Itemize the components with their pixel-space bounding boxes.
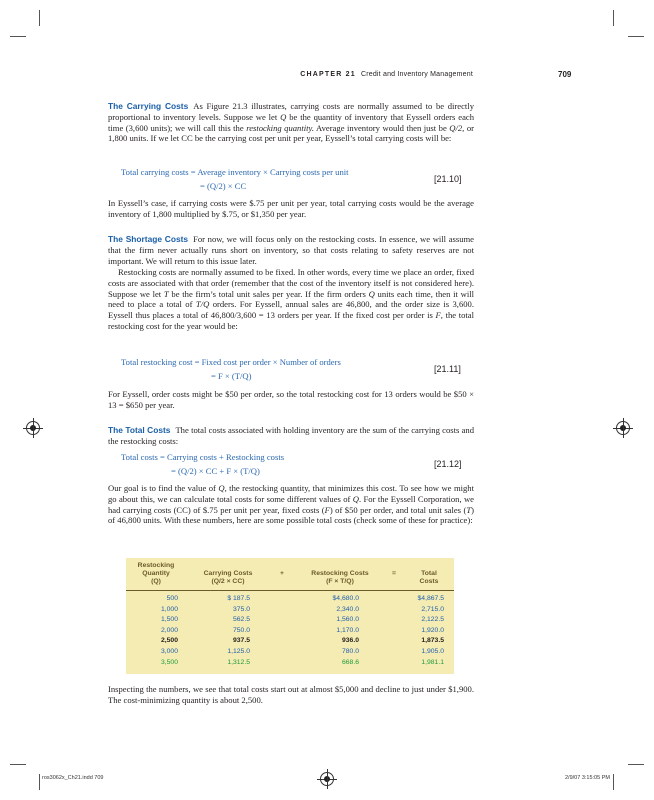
carrying-cost-cell: $ 187.5: [227, 595, 250, 602]
equation-total-line2: = (Q/2) × CC + F × (T/Q): [171, 466, 260, 476]
shortage-costs-paragraph: The Shortage Costs For now, we will focus only on the restocking costs. In essence, we will assume that the firm never actually runs short on inventory, so that costs relating to safety reserves are not important. We will return to this issue later.: [108, 234, 474, 266]
crop-mark: [613, 10, 614, 26]
total-cost-cell: 1,920.0: [421, 626, 444, 634]
column-header-carrying: Carrying Costs (Q/2 × CC): [203, 570, 253, 586]
column-header-quantity: Restocking Quantity (Q): [137, 562, 175, 586]
total-cost-cell: 1,873.5: [421, 637, 444, 645]
running-head: [108, 71, 473, 78]
total-cost-cell: $4,867.5: [417, 595, 444, 602]
equals-sign: =: [392, 570, 396, 577]
plus-sign: +: [280, 570, 284, 577]
restocking-cost-cell: 1,170.0: [336, 626, 359, 634]
registration-mark-icon: [616, 421, 630, 435]
carrying-cost-cell: 1,125.0: [227, 648, 250, 655]
quantity-cell: 1,000: [160, 605, 178, 613]
column-header-total: Total Costs: [419, 570, 439, 586]
chapter-label: CHAPTER 21: [300, 71, 356, 78]
equation-restocking-line2: = F × (T/Q): [211, 371, 252, 381]
total-costs-paragraph: The Total Costs The total costs associated with holding inventory are the sum of the carrying costs and the restocking costs:: [108, 425, 474, 446]
carrying-costs-heading: The Carrying Costs: [108, 101, 189, 111]
carrying-cost-cell: 750.0: [232, 626, 250, 634]
equation-carrying-line2: = (Q/2) × CC: [200, 181, 247, 191]
quantity-cell: 3,000: [160, 648, 178, 655]
restocking-cost-cell: 780.0: [341, 648, 359, 655]
registration-mark-icon: [320, 772, 334, 786]
crop-mark: [628, 36, 644, 37]
total-cost-cell: 2,715.0: [421, 605, 444, 613]
equation-total-line1: Total costs = Carrying costs + Restocking costs: [121, 452, 285, 462]
page-number: 709: [558, 70, 572, 79]
carrying-cost-cell: 375.0: [232, 605, 250, 613]
total-cost-cell: 1,905.0: [421, 648, 444, 655]
restocking-cost-cell: 2,340.0: [336, 605, 359, 613]
restocking-cost-cell: 1,560.0: [336, 616, 359, 624]
shortage-costs-heading: The Shortage Costs: [108, 234, 189, 244]
quantity-cell: 2,000: [160, 626, 178, 634]
carrying-cost-cell: 562.5: [232, 616, 250, 624]
crop-mark: [613, 774, 614, 790]
crop-mark: [10, 764, 26, 765]
equation-number: [21.11]: [434, 364, 461, 374]
crop-mark: [39, 10, 40, 26]
carrying-costs-paragraph: The Carrying Costs As Figure 21.3 illustrates, carrying costs are normally assumed to be directly proportional to inventory levels. Suppose we let Q be the quantity of inventory that Eyssell orders each time (3,600 units); we will call this the restocking quantity. Average inventory would then just be Q/2, or 1,800 units. If we let CC be the carrying cost per unit per year, Eyssell’s total carrying costs will be:: [108, 101, 474, 144]
quantity-cell: 2,500: [160, 637, 178, 645]
crop-mark: [39, 774, 40, 790]
date-slug: 2/9/07 3:15:05 PM: [565, 775, 610, 781]
column-header-restocking: Restocking Costs (F × T/Q): [311, 570, 369, 586]
equation-restocking-line1: Total restocking cost = Fixed cost per order × Number of orders: [121, 357, 341, 367]
file-slug: ros3062x_Ch21.indd 709: [42, 775, 104, 781]
total-cost-table: [126, 558, 454, 674]
equation-number: [21.10]: [434, 174, 462, 184]
total-cost-cell: 2,122.5: [421, 616, 444, 624]
quantity-cell: 3,500: [160, 658, 178, 666]
carrying-costs-example: In Eyssell’s case, if carrying costs were $.75 per unit per year, total carrying costs would be the average inventory of 1,800 multiplied by $.75, or $1,350 per year.: [108, 198, 474, 219]
restocking-costs-example: For Eyssell, order costs might be $50 per order, so the total restocking cost for 13 orders would be $50 × 13 = $650 per year.: [108, 389, 474, 410]
equation-carrying-line1: Total carrying costs = Average inventory × Carrying costs per unit: [121, 167, 349, 177]
chapter-title: Credit and Inventory Management: [360, 71, 473, 78]
conclusion-paragraph: Inspecting the numbers, we see that total costs start out at almost $5,000 and decline to just under $1,900. The cost-minimizing quantity is about 2,500.: [108, 684, 474, 705]
header-rule: [126, 590, 454, 591]
crop-mark: [628, 764, 644, 765]
carrying-cost-cell: 1,312.5: [227, 658, 250, 666]
restocking-cost-cell: 936.0: [341, 637, 359, 645]
carrying-cost-cell: 937.5: [232, 637, 250, 645]
restocking-cost-cell: $4,680.0: [332, 595, 359, 602]
crop-mark: [10, 36, 26, 37]
quantity-cell: 1,500: [160, 616, 178, 624]
total-cost-cell: 1,981.1: [421, 658, 444, 666]
total-costs-heading: The Total Costs: [108, 425, 171, 435]
quantity-cell: 500: [166, 595, 178, 602]
equation-number: [21.12]: [434, 459, 462, 469]
restocking-costs-paragraph: Restocking costs are normally assumed to be fixed. In other words, every time we place an order, fixed costs are associated with that order (remember that the cost of the inventory itself is not considered here). Suppose we let T be the firm’s total unit sales per year. If the firm orders Q units each time, then it will need to place a total of T/Q orders. For Eyssell, annual sales are 46,800, and the order size is 3,600. Eyssell thus places a total of 46,800/3,600 = 13 orders per year. If the fixed cost per order is F, the total restocking cost for the year would be:: [108, 267, 474, 331]
restocking-cost-cell: 668.6: [341, 658, 359, 666]
registration-mark-icon: [26, 421, 40, 435]
goal-paragraph: Our goal is to find the value of Q, the restocking quantity, that minimizes this cost. To see how we might go about this, we can calculate total costs for some different values of Q. For the Eyssell Corporation, we had carrying costs (CC) of $.75 per unit per year, fixed costs (F) of $50 per order, and total unit sales (T) of 46,800 units. With these numbers, here are some possible total costs (check some of these for practice):: [108, 483, 474, 526]
